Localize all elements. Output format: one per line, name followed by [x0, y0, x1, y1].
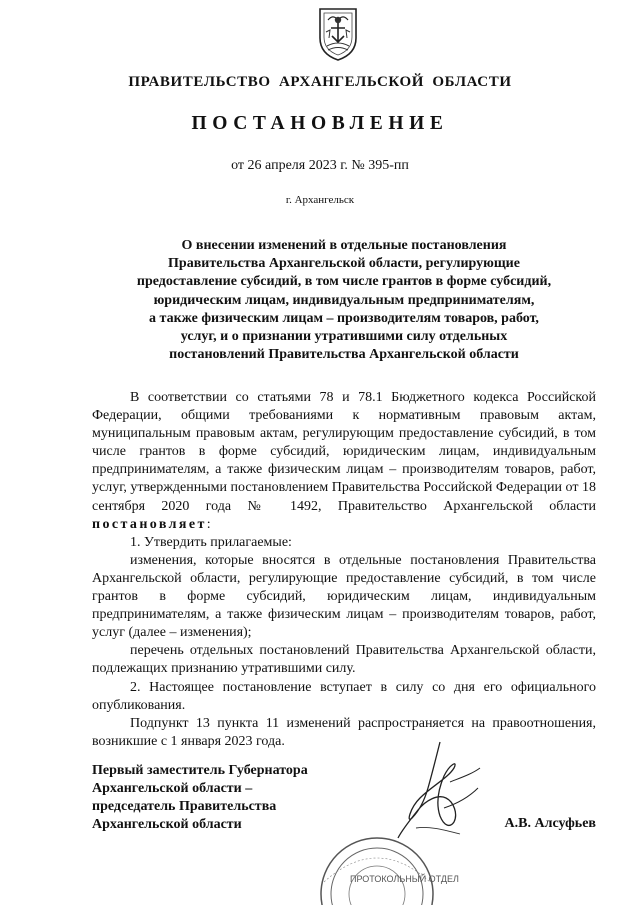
item-2-note-paragraph: Подпункт 13 пункта 11 изменений распространяется на правоотношения, возникшие с 1 января 2023 года. [92, 715, 596, 749]
document-type: ПОСТАНОВЛЕНИЕ [191, 113, 449, 134]
title-line: юридическим лицам, индивидуальным предпринимателям, [153, 292, 535, 308]
item-1-changes-paragraph: изменения, которые вносятся в отдельные постановления Правительства Архангельской области, регулирующие предоставление субсидий, в том числе грантов в форме субсидий, юридическим лицам, индивидуальным предпринимателям, а также физическим лицам – производителям товаров, работ, услуг (далее – изменения); [92, 552, 596, 641]
document-date-number: от 26 апреля 2023 г. № 395-пп [231, 158, 409, 173]
item-2-paragraph: 2. Настоящее постановление вступает в силу со дня его официального опубликования. [92, 679, 596, 713]
organization-name: ПРАВИТЕЛЬСТВО АРХАНГЕЛЬСКОЙ ОБЛАСТИ [128, 74, 512, 90]
preamble-text: В соответствии со статьями 78 и 78.1 Бюджетного кодекса Российской Федерации, общими требованиями к нормативным правовым актам, муниципальным правовым актам, регулирующим предоставление субсидий, в том числе грантов в форме субсидий, юридическим лицам, индивидуальным предпринимателям, а также физическим лицам – производителям товаров, работ, услуг, утвержденными постановлением Правительства Российской Федерации от 18 сентября 2020 года № 1492, Правительство Архангельской области [92, 390, 596, 514]
signer-position-line: Архангельской области [92, 817, 242, 833]
title-line: а также физическим лицам – производителям товаров, работ, [149, 310, 539, 326]
title-line: предоставление субсидий, в том числе грантов в форме субсидий, [136, 274, 552, 290]
title-line: Правительства Архангельской области, регулирующие [168, 256, 520, 272]
preamble-paragraph [92, 389, 596, 534]
item-1-paragraph: 1. Утвердить прилагаемые: [130, 534, 292, 550]
signer-name: А.В. Алсуфьев [504, 816, 596, 831]
stamp-text: ПРОТОКОЛЬНЫЙ ОТДЕЛ [350, 874, 459, 884]
signer-position-line: Первый заместитель Губернатора [92, 763, 308, 778]
signer-position-line: председатель Правительства [92, 799, 277, 815]
coat-of-arms-icon [316, 6, 360, 62]
title-line: О внесении изменений в отдельные постановления [181, 238, 507, 253]
signer-position [92, 762, 308, 834]
item-1-list-paragraph: перечень отдельных постановлений Правительства Архангельской области, подлежащих признанию утратившими силу. [92, 643, 596, 677]
document-place: г. Архангельск [285, 194, 355, 206]
title-line: постановлений Правительства Архангельской области [169, 347, 519, 363]
decree-word: постановляет [92, 516, 207, 532]
document-title [92, 237, 596, 364]
title-line: услуг, и о признании утратившими силу отдельных [180, 329, 508, 345]
signer-position-line: Архангельской области – [92, 781, 253, 797]
round-seal-stamp [318, 822, 459, 905]
decree-colon: : [206, 516, 211, 532]
document-body [92, 389, 596, 751]
